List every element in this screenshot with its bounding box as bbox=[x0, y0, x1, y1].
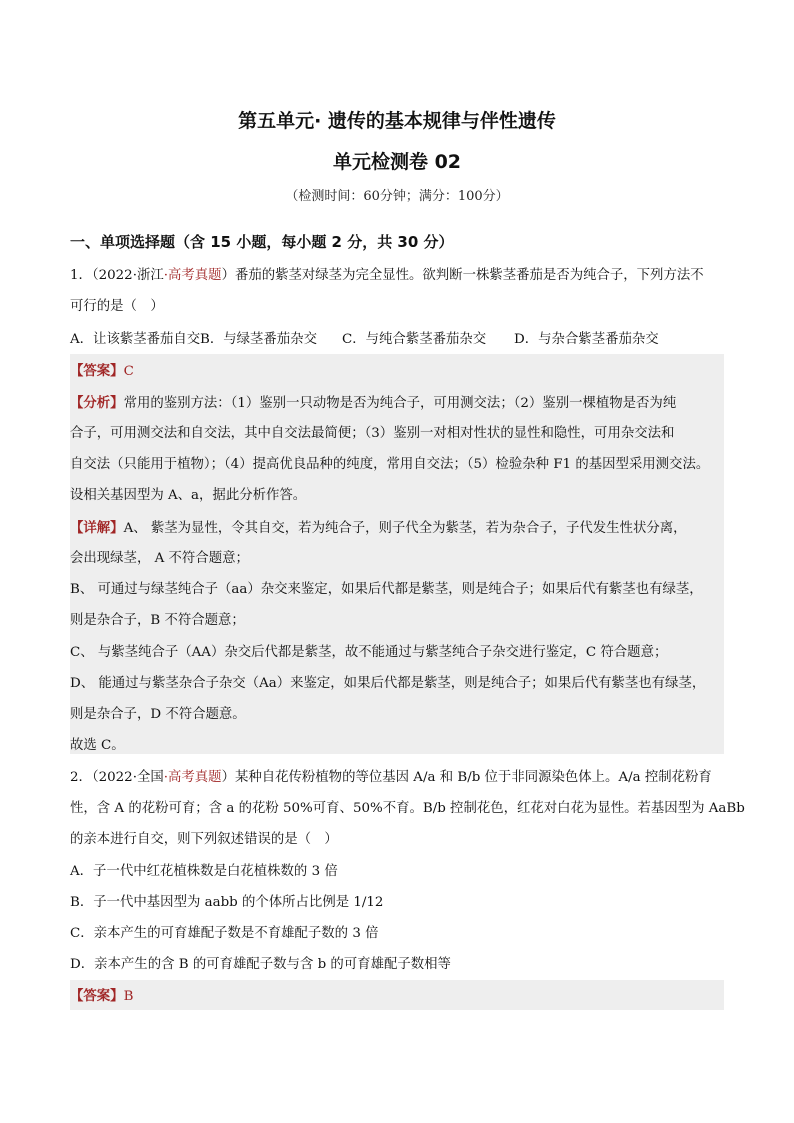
q2-option-c: C．亲本产生的可育雄配子数是不育雄配子数的 3 倍 bbox=[70, 926, 379, 941]
section-heading: 一、单项选择题（含 15 小题，每小题 2 分，共 30 分） bbox=[70, 233, 454, 251]
q1-detail-d1: D、 能通过与紫茎杂合子杂交（Aa）来鉴定，如果后代都是紫茎，则是纯合子；如果后代有紫茎也有绿茎， bbox=[70, 676, 706, 691]
q1-detail-c1: C、 与紫茎纯合子（AA）杂交后代都是紫茎，故不能通过与紫茎纯合子杂交进行鉴定，C 符合题意； bbox=[70, 645, 668, 660]
q1-analysis-line2: 合子，可用测交法和自交法，其中自交法最简便；（3）鉴别一对相对性状的显性和隐性，可用杂交法和 bbox=[70, 426, 675, 441]
exam-info: （检测时间：60分钟；满分：100分） bbox=[285, 189, 509, 204]
q1-detail-b1: B、 可通过与绿茎纯合子（aa）杂交来鉴定，如果后代都是紫茎，则是纯合子；如果后代有紫茎也有绿茎， bbox=[70, 582, 703, 597]
q1-analysis-line3: 自交法（只能用于植物）；（4）提高优良品种的纯度，常用自交法；（5）检验杂种 F1 的基因型采用测交法。 bbox=[70, 457, 710, 472]
q1-option-d: D．与杂合紫茎番茄杂交 bbox=[514, 332, 659, 347]
q1-source: （2022·浙江·高考真题） bbox=[91, 268, 235, 283]
q2-stem-line3: 的亲本进行自交，则下列叙述错误的是（ ） bbox=[70, 832, 338, 847]
q2-source: （2022·全国·高考真题） bbox=[91, 770, 235, 785]
q2-option-a: A．子一代中红花植株数是白花植株数的 3 倍 bbox=[70, 864, 338, 879]
q1-option-a: A．让该紫茎番茄自交 bbox=[70, 332, 201, 347]
q1-stem-line2: 可行的是（ ） bbox=[70, 299, 164, 314]
q1-analysis-line4: 设相关基因型为 A、a，据此分析作答。 bbox=[70, 488, 307, 503]
q2-stem-line2: 性，含 A 的花粉可育；含 a 的花粉 50%可育、50%不育。B/b 控制花色，红花对白花为显性。若基因型为 AaBb bbox=[70, 801, 745, 816]
q2-number: 2． bbox=[70, 770, 92, 785]
q1-number: 1． bbox=[70, 268, 92, 283]
q1-detail-d2: 则是杂合子，D 不符合题意。 bbox=[70, 707, 246, 722]
q1-option-c: C．与纯合紫茎番茄杂交 bbox=[342, 332, 487, 347]
document-subtitle: 单元检测卷 02 bbox=[332, 151, 462, 173]
q1-answer: 【答案】C bbox=[70, 363, 134, 379]
q1-option-b: B．与绿茎番茄杂交 bbox=[200, 332, 317, 347]
document-title: 第五单元· 遗传的基本规律与伴性遗传 bbox=[238, 110, 556, 132]
q1-detail-a2: 会出现绿茎， A 不符合题意； bbox=[70, 551, 249, 566]
q2-stem-line1 bbox=[70, 768, 724, 788]
q1-stem: 番茄的紫茎对绿茎为完全显性。欲判断一株紫茎番茄是否为纯合子，下列方法不 bbox=[234, 268, 704, 283]
q2-stem: 某种自花传粉植物的等位基因 A/a 和 B/b 位于非同源染色体上。A/a 控制花粉育 bbox=[234, 770, 712, 785]
q2-option-b: B．子一代中基因型为 aabb 的个体所占比例是 1/12 bbox=[70, 895, 384, 910]
q2-answer: 【答案】B bbox=[70, 988, 134, 1004]
q1-analysis-line1: 【分析】常用的鉴别方法：（1）鉴别一只动物是否为纯合子，可用测交法；（2）鉴别一棵植物是否为纯 bbox=[70, 395, 677, 411]
q1-options bbox=[70, 330, 724, 350]
q1-detail-b2: 则是杂合子，B 不符合题意； bbox=[70, 613, 245, 628]
q1-conclusion: 故选 C。 bbox=[70, 738, 125, 753]
q1-stem-line1 bbox=[70, 266, 724, 286]
q1-detail-a1: 【详解】A、 紫茎为显性，令其自交，若为纯合子，则子代全为紫茎，若为杂合子，子代发生性状分离， bbox=[70, 520, 687, 536]
q2-option-d: D．亲本产生的含 B 的可育雄配子数与含 b 的可育雄配子数相等 bbox=[70, 957, 451, 972]
